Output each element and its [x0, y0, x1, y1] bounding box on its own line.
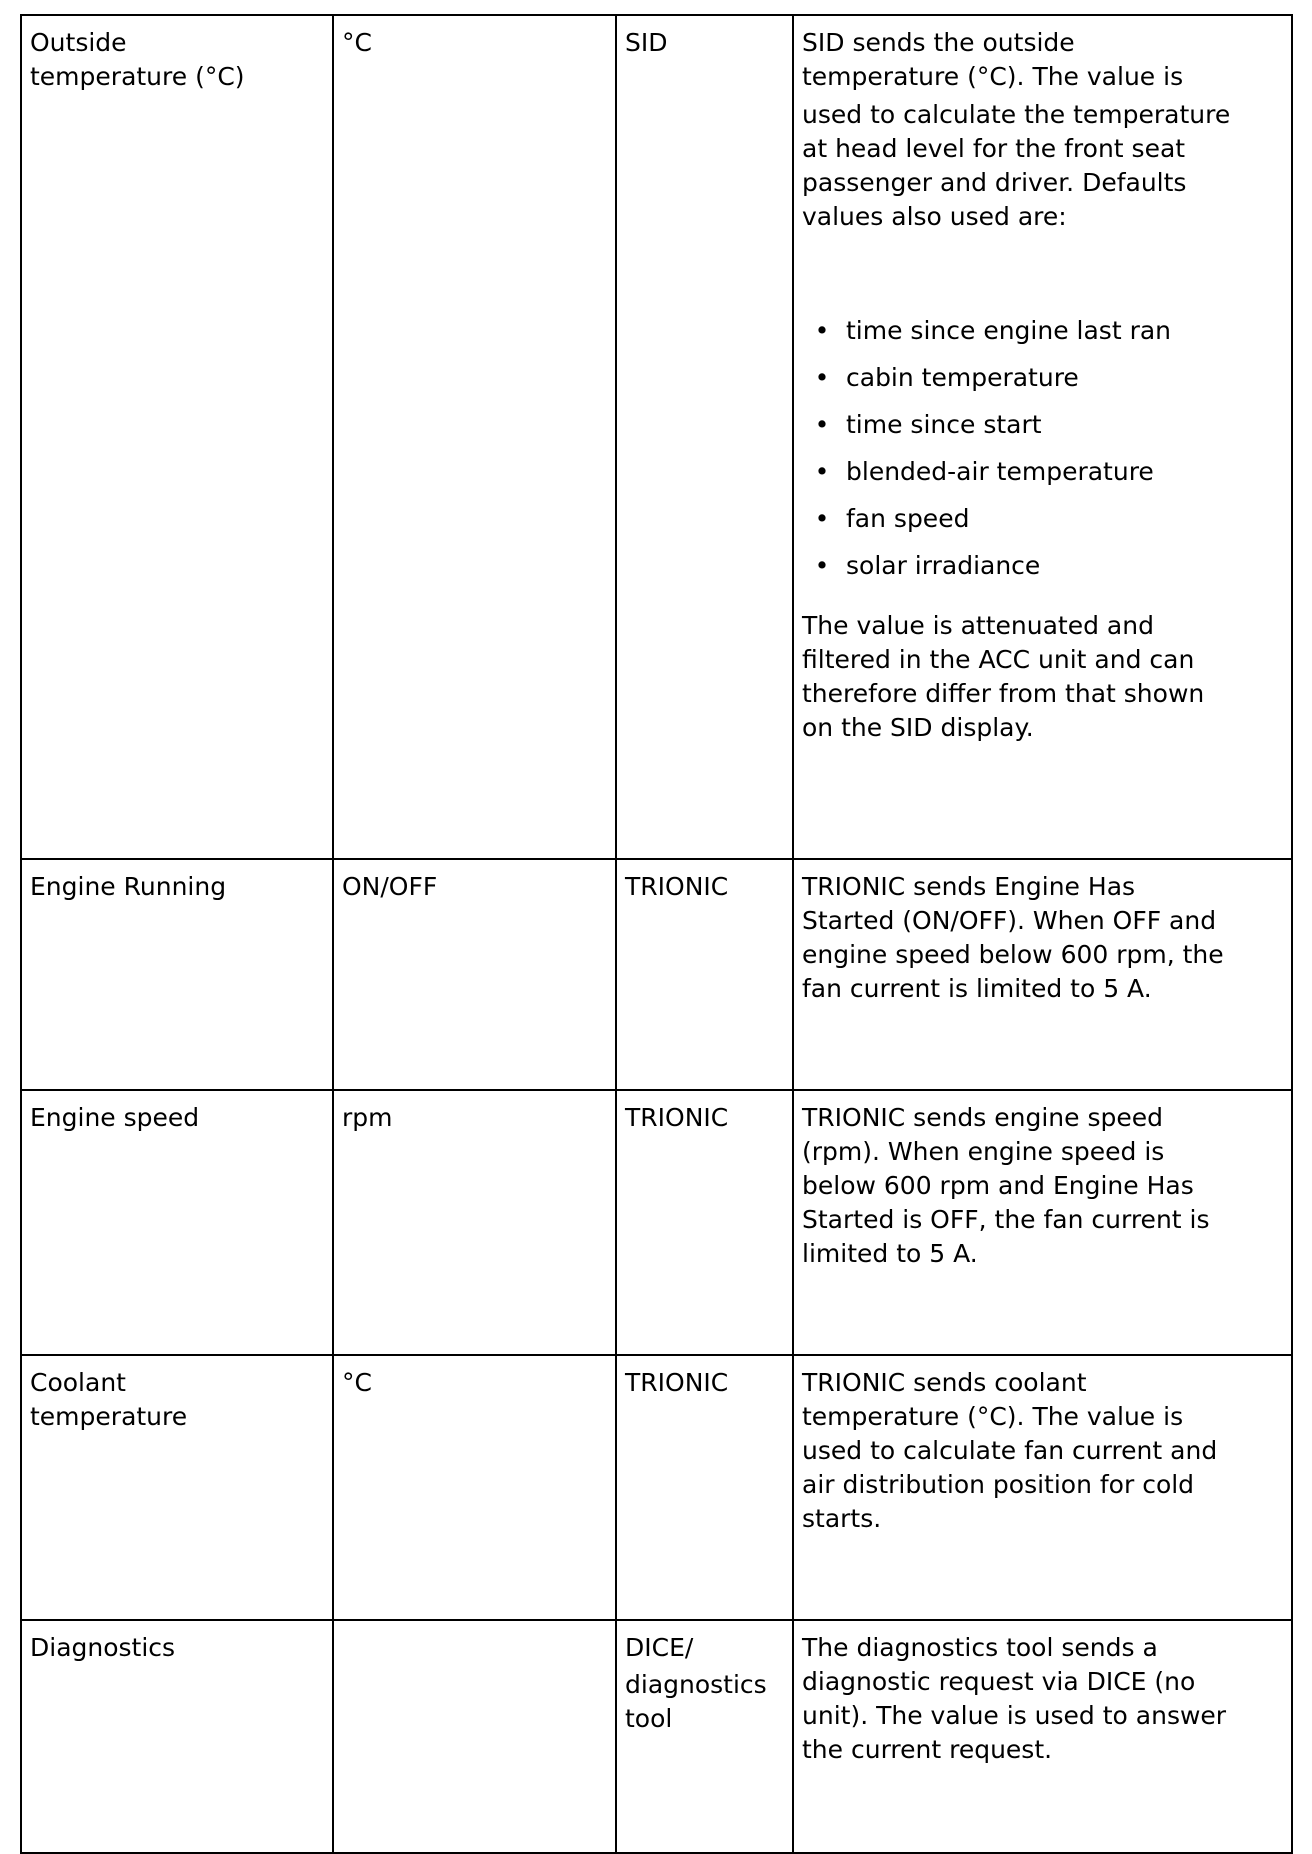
- description-line: below 600 rpm and Engine Has: [802, 1171, 1194, 1200]
- unit-text: °C: [342, 28, 372, 57]
- unit-text: rpm: [342, 1103, 393, 1132]
- description-cell: [793, 859, 1292, 1090]
- signal-cell: [21, 1620, 333, 1853]
- list-item-text: blended-air temperature: [846, 457, 1154, 486]
- list-item-text: fan speed: [846, 504, 970, 533]
- list-item: [802, 502, 1284, 536]
- table-row: [21, 15, 1292, 859]
- table-row: [21, 1355, 1292, 1620]
- signal-name-line: temperature (°C): [30, 62, 245, 91]
- signal-name-line: Engine speed: [30, 1103, 200, 1132]
- source-cell: [616, 1620, 793, 1853]
- description-line: unit). The value is used to answer: [802, 1701, 1227, 1730]
- description-line: (rpm). When engine speed is: [802, 1137, 1165, 1166]
- unit-text: °C: [342, 1368, 372, 1397]
- signal-name-line: Outside: [30, 28, 127, 57]
- description-line: fan current is limited to 5 A.: [802, 974, 1152, 1003]
- description-line: the current request.: [802, 1735, 1053, 1764]
- description-line: starts.: [802, 1504, 882, 1533]
- description-line: The diagnostics tool sends a: [802, 1633, 1158, 1662]
- default-values-list: [802, 314, 1284, 583]
- signal-cell: [21, 1090, 333, 1355]
- source-text: TRIONIC: [625, 872, 729, 901]
- description-line: values also used are:: [802, 202, 1067, 231]
- unit-cell: [333, 1620, 616, 1853]
- table-row: [21, 859, 1292, 1090]
- list-item-text: time since start: [846, 410, 1042, 439]
- table-row: [21, 1090, 1292, 1355]
- signal-cell: [21, 859, 333, 1090]
- list-item: [802, 455, 1284, 489]
- description-line: used to calculate fan current and: [802, 1436, 1218, 1465]
- bullet-icon: •: [814, 504, 830, 533]
- source-text: SID: [625, 28, 668, 57]
- description-cell: [793, 1620, 1292, 1853]
- source-text: DICE/: [625, 1633, 694, 1662]
- description-line: TRIONIC sends Engine Has: [802, 872, 1136, 901]
- source-cell: [616, 15, 793, 859]
- unit-cell: [333, 1090, 616, 1355]
- list-item-text: time since engine last ran: [846, 316, 1172, 345]
- list-item-text: cabin temperature: [846, 363, 1079, 392]
- source-text: diagnostics: [625, 1670, 767, 1699]
- table-row: [21, 1620, 1292, 1853]
- unit-cell: [333, 15, 616, 859]
- description-line: engine speed below 600 rpm, the: [802, 940, 1224, 969]
- signal-name-line: temperature: [30, 1402, 188, 1431]
- bullet-icon: •: [814, 363, 830, 392]
- description-line: Started (ON/OFF). When OFF and: [802, 906, 1217, 935]
- description-line: temperature (°C). The value is: [802, 1402, 1184, 1431]
- list-item-text: solar irradiance: [846, 551, 1041, 580]
- description-line: limited to 5 A.: [802, 1239, 978, 1268]
- signal-cell: [21, 15, 333, 859]
- description-line: temperature (°C). The value is: [802, 62, 1184, 91]
- source-text: tool: [625, 1704, 673, 1733]
- list-item: [802, 549, 1284, 583]
- source-cell: [616, 1090, 793, 1355]
- signal-table: [20, 14, 1293, 1854]
- source-cell: [616, 859, 793, 1090]
- description-cell: [793, 15, 1292, 859]
- description-line: on the SID display.: [802, 713, 1034, 742]
- description-line: air distribution position for cold: [802, 1470, 1195, 1499]
- signal-name-line: Coolant: [30, 1368, 126, 1397]
- list-item: [802, 314, 1284, 348]
- signal-cell: [21, 1355, 333, 1620]
- source-cell: [616, 1355, 793, 1620]
- signal-name-line: Diagnostics: [30, 1633, 176, 1662]
- description-line: filtered in the ACC unit and can: [802, 645, 1195, 674]
- description-line: at head level for the front seat: [802, 134, 1186, 163]
- bullet-icon: •: [814, 316, 830, 345]
- description-line: SID sends the outside: [802, 28, 1075, 57]
- unit-cell: [333, 1355, 616, 1620]
- bullet-icon: •: [814, 410, 830, 439]
- description-line: diagnostic request via DICE (no: [802, 1667, 1196, 1696]
- source-text: TRIONIC: [625, 1368, 729, 1397]
- description-line: used to calculate the temperature: [802, 100, 1231, 129]
- description-cell: [793, 1355, 1292, 1620]
- description-line: Started is OFF, the fan current is: [802, 1205, 1210, 1234]
- description-line: TRIONIC sends coolant: [802, 1368, 1087, 1397]
- bullet-icon: •: [814, 551, 830, 580]
- list-item: [802, 361, 1284, 395]
- description-cell: [793, 1090, 1292, 1355]
- description-line: The value is attenuated and: [802, 611, 1154, 640]
- signal-name-line: Engine Running: [30, 872, 227, 901]
- description-line: therefore differ from that shown: [802, 679, 1205, 708]
- source-text: TRIONIC: [625, 1103, 729, 1132]
- unit-text: ON/OFF: [342, 872, 438, 901]
- bullet-icon: •: [814, 457, 830, 486]
- description-line: TRIONIC sends engine speed: [802, 1103, 1163, 1132]
- unit-cell: [333, 859, 616, 1090]
- list-item: [802, 408, 1284, 442]
- description-line: passenger and driver. Defaults: [802, 168, 1187, 197]
